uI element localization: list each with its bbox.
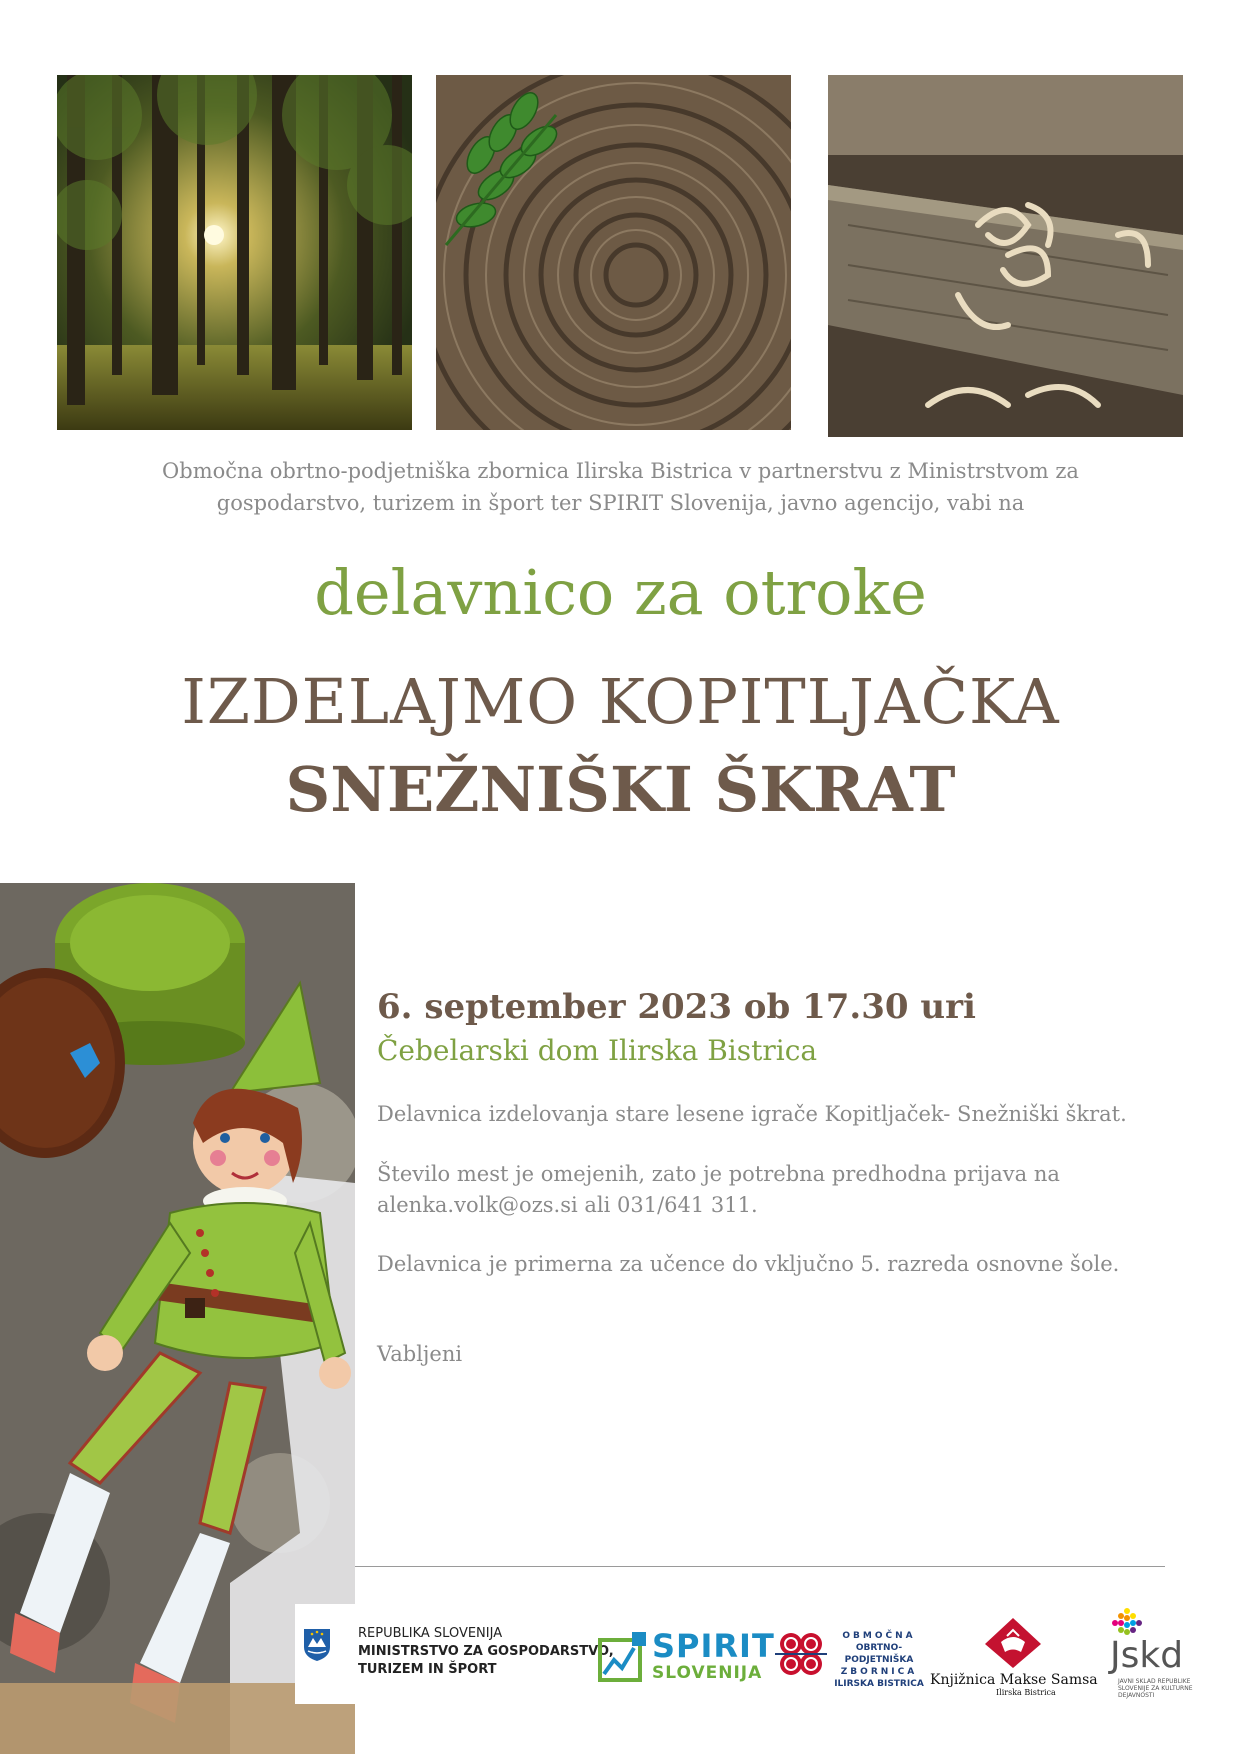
registration-line-1: Število mest je omejenih, zato je potrebna predhodna prijava na bbox=[377, 1162, 1060, 1186]
ozs-logo-icon bbox=[775, 1628, 827, 1684]
ozs-line-1: OBMOČNA bbox=[842, 1631, 916, 1641]
ozs-logo-text bbox=[834, 1630, 924, 1690]
title-line-2: SNEŽNIŠKI ŠKRAT bbox=[285, 753, 956, 826]
footer-divider bbox=[355, 1566, 1165, 1567]
gov-line-1: REPUBLIKA SLOVENIJA bbox=[358, 1626, 503, 1641]
intro-text bbox=[100, 455, 1141, 519]
jskd-logo-word: Jskd bbox=[1110, 1635, 1184, 1676]
closing-text: Vabljeni bbox=[377, 1342, 463, 1366]
spirit-logo-sub: SLOVENIJA bbox=[652, 1663, 763, 1683]
event-date: 6. september 2023 ob 17.30 uri bbox=[377, 987, 976, 1027]
spirit-logo-icon bbox=[598, 1630, 648, 1686]
spirit-logo-word: SPIRIT bbox=[652, 1627, 775, 1665]
library-subtitle: Ilirska Bistrica bbox=[996, 1688, 1056, 1697]
gov-line-3: TURIZEM IN ŠPORT bbox=[358, 1662, 497, 1677]
wood-shavings-photo bbox=[828, 75, 1183, 437]
description-paragraph: Delavnica izdelovanja stare lesene igrače Kopitljaček- Snežniški škrat. bbox=[377, 1102, 1127, 1126]
subtitle: delavnico za otroke bbox=[314, 556, 927, 629]
intro-line-2: gospodarstvo, turizem in šport ter SPIRIT Slovenija, javno agencijo, vabi na bbox=[216, 491, 1025, 515]
tree-stump-photo bbox=[436, 75, 791, 430]
slovenia-coat-of-arms-icon bbox=[302, 1627, 332, 1667]
registration-paragraph bbox=[377, 1159, 1137, 1221]
library-name: Knjižnica Makse Samsa bbox=[930, 1672, 1098, 1688]
ozs-line-3: ZBORNICA bbox=[840, 1667, 918, 1677]
intro-line-1: Območna obrtno-podjetniška zbornica Ilirska Bistrica v partnerstvu z Ministrstvom za bbox=[162, 459, 1079, 483]
registration-line-2: alenka.volk@ozs.si ali 031/641 311. bbox=[377, 1193, 758, 1217]
gov-logo-text bbox=[358, 1625, 614, 1679]
gov-line-2: MINISTRSTVO ZA GOSPODARSTVO, bbox=[358, 1644, 614, 1659]
library-logo-icon bbox=[985, 1618, 1041, 1672]
jskd-logo-subtitle: JAVNI SKLAD REPUBLIKE SLOVENIJE ZA KULTURNE DEJAVNOSTI bbox=[1118, 1678, 1193, 1699]
audience-paragraph: Delavnica je primerna za učence do vključno 5. razreda osnovne šole. bbox=[377, 1252, 1120, 1276]
ozs-line-2: OBRTNO-PODJETNIŠKA bbox=[844, 1643, 914, 1665]
forest-photo bbox=[57, 75, 412, 430]
ozs-line-4: ILIRSKA BISTRICA bbox=[834, 1679, 924, 1689]
title-line-1: IZDELAJMO KOPITLJAČKA bbox=[181, 665, 1060, 738]
event-venue: Čebelarski dom Ilirska Bistrica bbox=[377, 1034, 818, 1067]
